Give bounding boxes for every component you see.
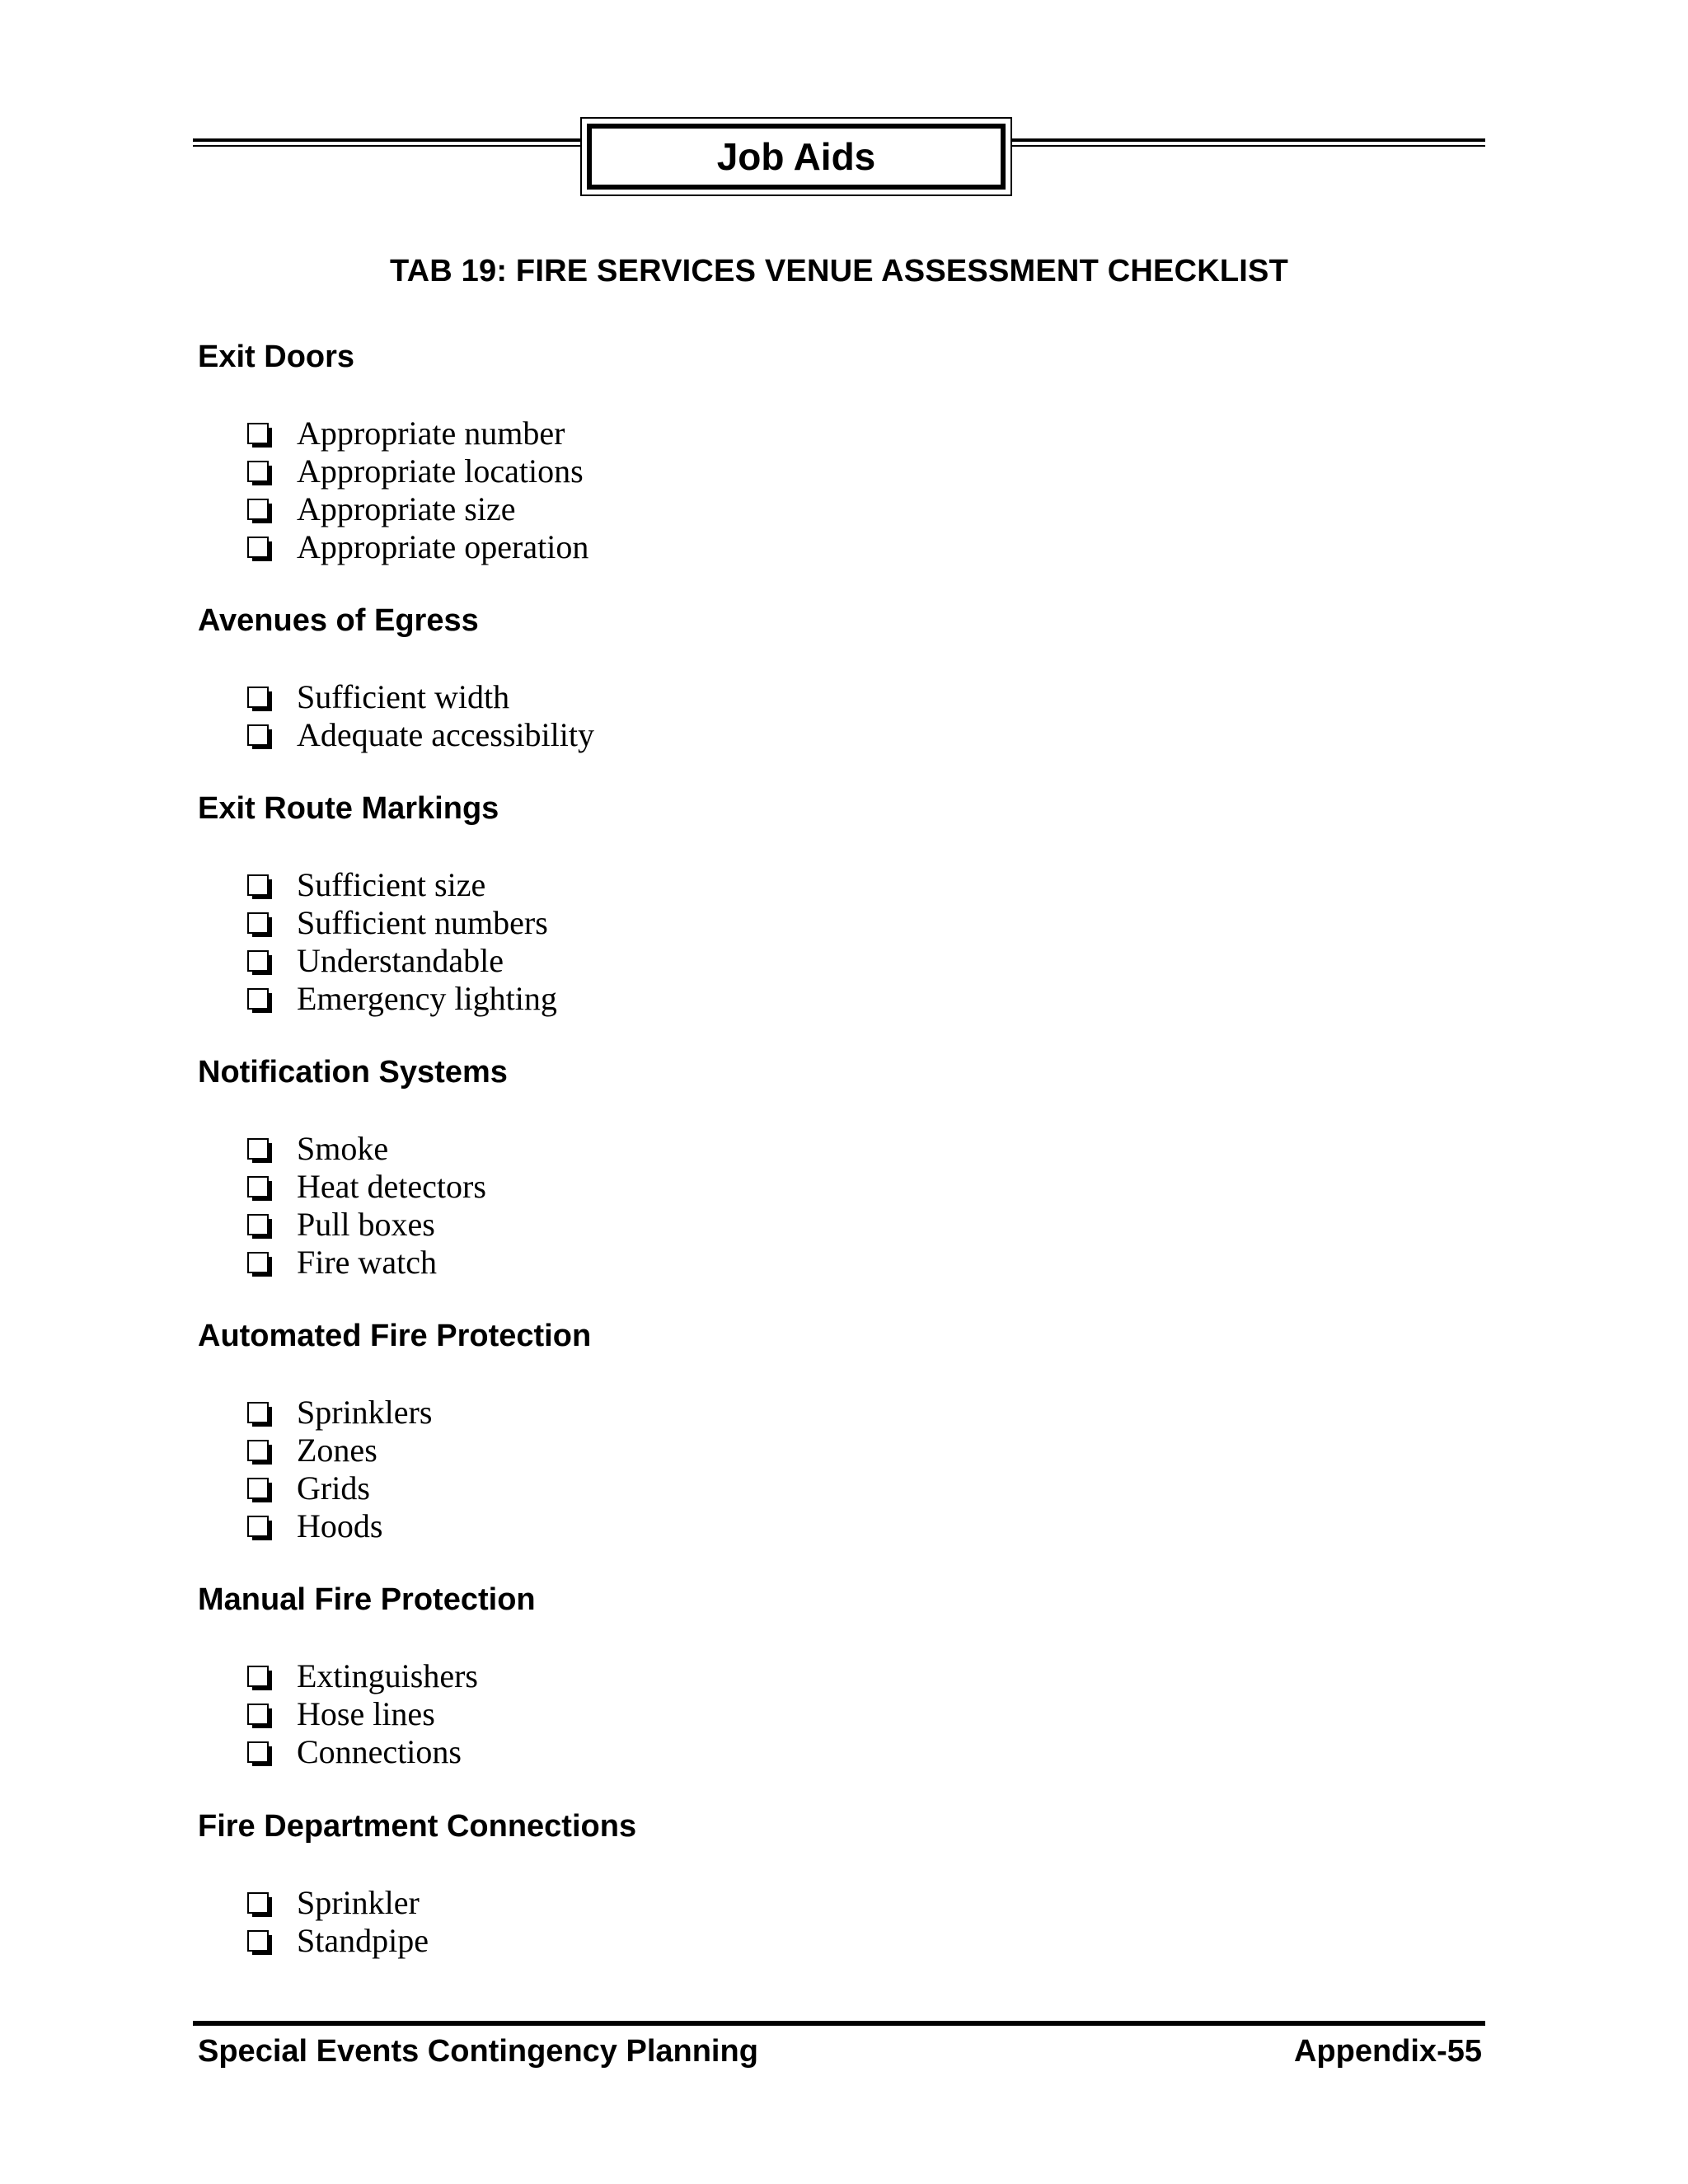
checkbox-icon[interactable] (247, 1704, 269, 1725)
checklist-item[interactable] (247, 941, 557, 979)
checklist-item[interactable] (247, 979, 557, 1017)
checklist-item-label: Emergency lighting (297, 979, 557, 1017)
checklist-item-label: Sprinklers (297, 1393, 433, 1431)
checkbox-icon[interactable] (247, 1176, 269, 1197)
checkbox-icon[interactable] (247, 687, 269, 708)
checklist-item[interactable] (247, 1167, 486, 1205)
checkbox-icon[interactable] (247, 1402, 269, 1423)
checkbox-icon[interactable] (247, 950, 269, 972)
section-heading-notification-systems: Notification Systems (198, 1055, 508, 1090)
checklist-item-label: Appropriate number (297, 414, 565, 452)
checklist-item-label: Pull boxes (297, 1205, 435, 1243)
header-rule-right (1012, 138, 1485, 147)
checkbox-icon[interactable] (247, 1930, 269, 1952)
checklist-item-label: Zones (297, 1431, 377, 1469)
checkbox-icon[interactable] (247, 912, 269, 934)
checklist-item[interactable] (247, 1431, 432, 1469)
checkbox-icon[interactable] (247, 1892, 269, 1914)
checklist-item[interactable] (247, 414, 588, 452)
header-box-label: Job Aids (587, 124, 1006, 190)
checklist-item[interactable] (247, 1243, 486, 1281)
checklist-item[interactable] (247, 1507, 432, 1544)
checklist-item-label: Sufficient size (297, 865, 486, 903)
footer-rule (193, 2021, 1485, 2026)
checkbox-icon[interactable] (247, 1478, 269, 1499)
document-title: TAB 19: FIRE SERVICES VENUE ASSESSMENT CHECKLIST (390, 254, 1288, 288)
checkbox-icon[interactable] (247, 1516, 269, 1537)
checklist-item-label: Fire watch (297, 1243, 437, 1281)
header-rule-left (193, 138, 580, 147)
checklist-item-label: Appropriate operation (297, 527, 589, 565)
checkbox-icon[interactable] (247, 461, 269, 482)
checklist-item-label: Sprinkler (297, 1883, 420, 1921)
checklist-item[interactable] (247, 1883, 429, 1921)
checklist-item-label: Appropriate size (297, 490, 516, 527)
checklist-item[interactable] (247, 1732, 478, 1770)
checklist-item[interactable] (247, 452, 588, 490)
section-heading-avenues-of-egress: Avenues of Egress (198, 603, 479, 638)
checklist-item[interactable] (247, 865, 557, 903)
checkbox-icon[interactable] (247, 1138, 269, 1160)
checklist-item-label: Hoods (297, 1507, 383, 1544)
checklist-item-label: Appropriate locations (297, 452, 584, 490)
footer-document-name: Special Events Contingency Planning (198, 2034, 758, 2069)
checklist-item[interactable] (247, 1694, 478, 1732)
checklist-item-label: Heat detectors (297, 1167, 486, 1205)
checklist-item[interactable] (247, 715, 594, 753)
checklist-exit-doors (247, 414, 588, 565)
checkbox-icon[interactable] (247, 874, 269, 896)
checklist-item[interactable] (247, 1205, 486, 1243)
section-heading-fire-department-connections: Fire Department Connections (198, 1809, 637, 1844)
checkbox-icon[interactable] (247, 724, 269, 746)
checklist-item-label: Adequate accessibility (297, 715, 594, 753)
checklist-item-label: Sufficient width (297, 677, 510, 715)
checklist-item[interactable] (247, 1393, 432, 1431)
checklist-item[interactable] (247, 1921, 429, 1959)
checkbox-icon[interactable] (247, 988, 269, 1010)
checklist-item[interactable] (247, 490, 588, 527)
checklist-manual-fire-protection (247, 1657, 478, 1770)
checklist-item[interactable] (247, 677, 594, 715)
checklist-item[interactable] (247, 527, 588, 565)
footer-page-number: Appendix-55 (1293, 2034, 1482, 2069)
checkbox-icon[interactable] (247, 1741, 269, 1763)
checkbox-icon[interactable] (247, 1252, 269, 1273)
checklist-item[interactable] (247, 1129, 486, 1167)
checklist-item-label: Extinguishers (297, 1657, 478, 1694)
checkbox-icon[interactable] (247, 1440, 269, 1461)
checklist-item[interactable] (247, 1657, 478, 1694)
section-heading-automated-fire-protection: Automated Fire Protection (198, 1319, 592, 1353)
checklist-item[interactable] (247, 903, 557, 941)
checkbox-icon[interactable] (247, 1214, 269, 1235)
checklist-fire-department-connections (247, 1883, 429, 1959)
checkbox-icon[interactable] (247, 537, 269, 558)
section-heading-exit-route-markings: Exit Route Markings (198, 791, 499, 826)
section-heading-exit-doors: Exit Doors (198, 340, 355, 374)
checklist-item-label: Sufficient numbers (297, 903, 548, 941)
checklist-item-label: Hose lines (297, 1694, 435, 1732)
checkbox-icon[interactable] (247, 499, 269, 520)
checklist-avenues-of-egress (247, 677, 594, 753)
checklist-item-label: Smoke (297, 1129, 389, 1167)
header-box (580, 117, 1012, 196)
checklist-automated-fire-protection (247, 1393, 432, 1544)
checklist-item[interactable] (247, 1469, 432, 1507)
section-heading-manual-fire-protection: Manual Fire Protection (198, 1582, 536, 1617)
checklist-notification-systems (247, 1129, 486, 1281)
checklist-item-label: Understandable (297, 941, 504, 979)
checklist-exit-route-markings (247, 865, 557, 1017)
checklist-item-label: Grids (297, 1469, 370, 1507)
checklist-item-label: Connections (297, 1732, 462, 1770)
checkbox-icon[interactable] (247, 423, 269, 444)
checkbox-icon[interactable] (247, 1666, 269, 1687)
checklist-item-label: Standpipe (297, 1921, 429, 1959)
